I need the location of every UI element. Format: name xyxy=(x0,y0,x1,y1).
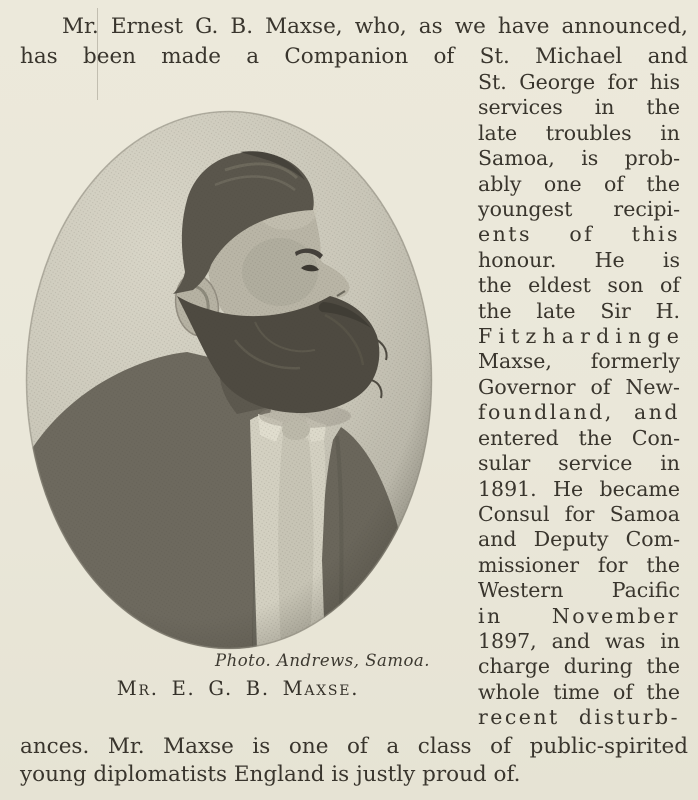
text-line: Consul for Samoa xyxy=(478,501,680,526)
text-line: the late Sir H. xyxy=(478,298,680,323)
text-line: youngest recipi- xyxy=(478,197,680,222)
text-line: Mr. Ernest G. B. Maxse, who, as we have announced, xyxy=(62,14,688,39)
text-line: missioner for the xyxy=(478,552,680,577)
portrait-caption: Mr. E. G. B. Maxse. xyxy=(116,677,360,700)
text-line: ents of this xyxy=(478,222,680,247)
text-line: sular service in xyxy=(478,451,680,476)
wrapped-text-column xyxy=(478,70,685,731)
text-line: ably one of the xyxy=(478,171,680,196)
text-line: recent disturb- xyxy=(478,705,680,730)
text-line: and Deputy Com- xyxy=(478,527,680,552)
text-line: Samoa, is prob- xyxy=(478,146,680,171)
text-line: Governor of New- xyxy=(478,374,680,399)
text-line: Fitzhardinge xyxy=(478,324,685,349)
text-line: honour. He is xyxy=(478,247,680,272)
portrait-of-bearded-man-image xyxy=(25,110,433,650)
text-line: foundland, and xyxy=(478,400,680,425)
text-line: Maxse, formerly xyxy=(478,349,680,374)
intro-paragraph xyxy=(20,12,688,72)
portrait-photo xyxy=(25,110,433,650)
text-line: services in the xyxy=(478,95,680,120)
closing-paragraph xyxy=(20,733,688,789)
text-line: whole time of the xyxy=(478,679,680,704)
text-line: charge during the xyxy=(478,654,680,679)
text-line: Western Pacific xyxy=(478,578,680,603)
photo-vignette xyxy=(25,110,433,650)
photo-credit: Photo. Andrews, Samoa. xyxy=(215,651,430,670)
text-line: young diplomatists England is justly proud of. xyxy=(20,762,521,787)
text-line: entered the Con- xyxy=(478,425,680,450)
text-line: St. George for his xyxy=(478,70,680,94)
text-line: late troubles in xyxy=(478,120,680,145)
text-line: the eldest son of xyxy=(478,273,680,298)
text-line: ances. Mr. Maxse is one of a class of public-spirited xyxy=(20,734,688,759)
text-line: 1891. He became xyxy=(478,476,680,501)
text-line: in November xyxy=(478,603,680,628)
text-line: has been made a Companion of St. Michael and xyxy=(20,44,688,69)
text-line: 1897, and was in xyxy=(478,628,680,653)
